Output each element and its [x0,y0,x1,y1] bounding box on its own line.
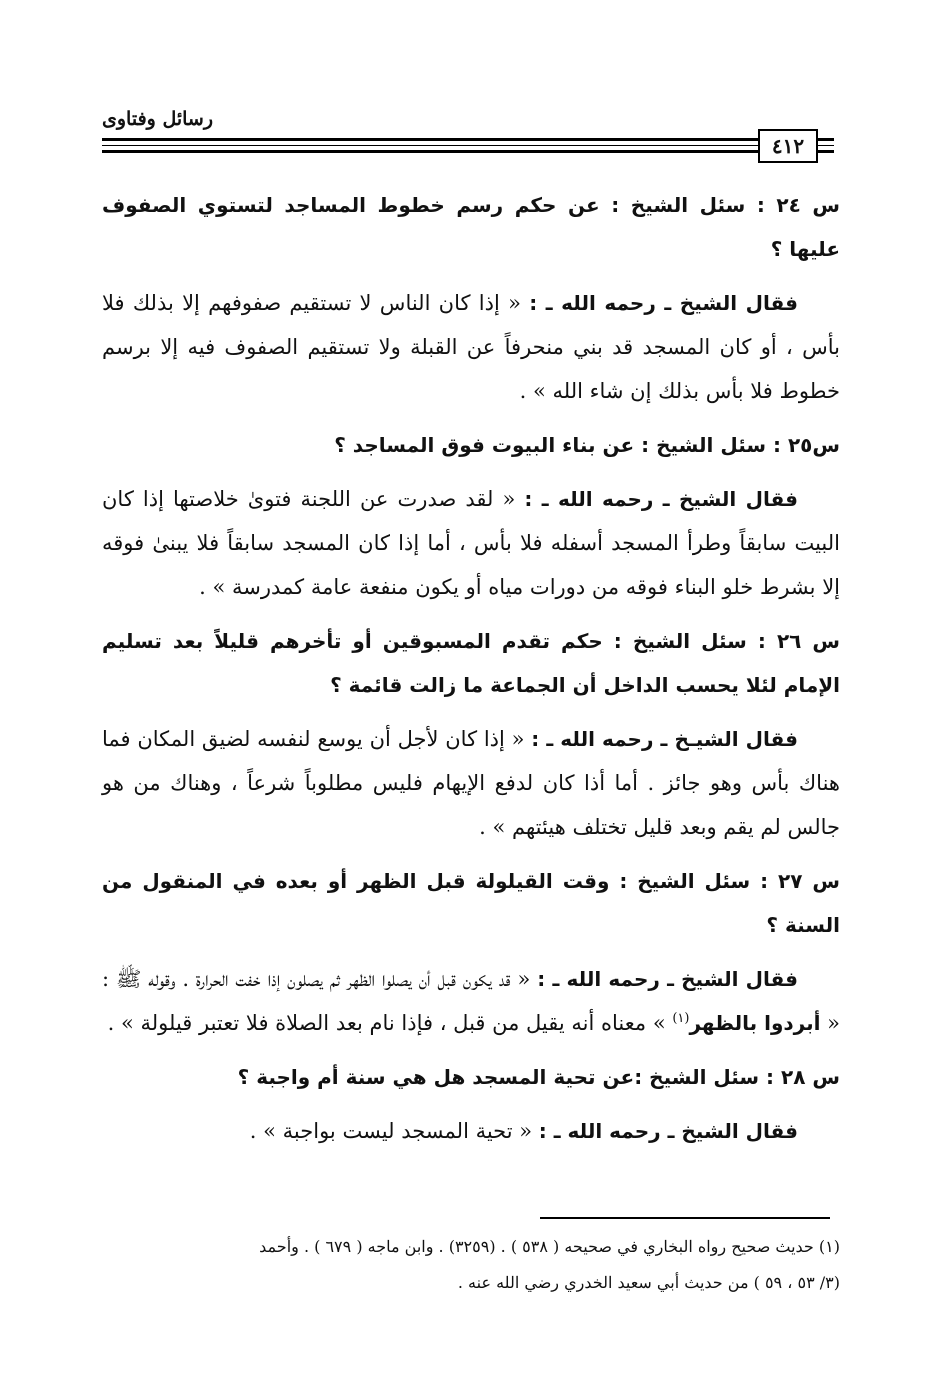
header-rule-bottom [102,150,834,153]
question-26: س ٢٦ : سئل الشيخ : حكم تقدم المسبوقين أو تأخرهم قليلاً بعد تسليم الإمام لئلا يحسب الداخل أن الجماعة ما زالت قائمة ؟ [102,629,840,697]
page-body [102,183,840,1163]
header-rule-top [102,138,834,141]
answer-26 [102,717,840,849]
answer-28 [102,1109,840,1153]
question-24: س ٢٤ : سئل الشيخ : عن حكم رسم خطوط المساجد لتستوي الصفوف عليها ؟ [102,193,840,261]
answer-speaker: فقال الشيـخ ـ رحمه الله ـ : [531,727,799,751]
footnote-marker: (١) [672,1011,690,1026]
question-25: س٢٥ : سئل الشيخ : عن بناء البيوت فوق المساجد ؟ [334,433,840,457]
page-number: ٤١٢ [758,129,818,163]
answer-text: « إذا كان لأجل أن يوسع لنفسه لضيق المكان فما هناك بأس وهو جائز . أما أذا كان لدفع الإيهام فليس مطلوباً شرعاً ، وهناك من هو جالس لم يقم وبعد قليل تختلف هيئتهم » . [102,727,840,839]
answer-speaker: فقال الشيخ ـ رحمه الله ـ : [524,487,798,511]
answer-text-continued: » معناه أنه يقيل من قبل ، فإذا نام بعد الصلاة فلا تعتبر قيلولة » . [107,1011,673,1035]
running-header-title: رسائل وفتاوى [102,108,214,130]
hadith-quote: أبردوا بالظهر [689,1011,821,1035]
answer-speaker: فقال الشيخ ـ رحمه الله ـ : [538,1119,798,1143]
answer-speaker: فقال الشيخ ـ رحمه الله ـ : [529,291,799,315]
answer-24 [102,281,840,413]
answer-27 [102,957,840,1045]
footnote-line: (٣/ ٥٣ ، ٥٩ ) من حديث أبي سعيد الخدري رضي الله عنه . [457,1273,840,1292]
answer-text: « تحية المسجد ليست بواجبة » . [249,1119,539,1143]
answer-speaker: فقال الشيخ ـ رحمه الله ـ : [537,967,799,991]
answer-text: « لقد صدرت عن اللجنة فتوىٰ خلاصتها إذا كان البيت سابقاً وطرأ المسجد أسفله فلا بأس ، أما إذا كان المسجد سابقاً فلا يبنىٰ فوقه إلا بشرط خلو البناء فوقه من دورات مياه أو يكون منفعة عامة كمدرسة » . [102,487,840,599]
answer-text: « قد يكون قبل أن يصلوا الظهر ثم يصلون إذا خفت الحرارة . وقوله ﷺ : « [102,967,840,1035]
question-27: س ٢٧ : سئل الشيخ : وقت القيلولة قبل الظهر أو بعده في المنقول من السنة ؟ [102,869,840,937]
question-28: س ٢٨ : سئل الشيخ :عن تحية المسجد هل هي سنة أم واجبة ؟ [237,1065,840,1089]
footnotes [98,1229,840,1301]
footnote-separator [540,1217,830,1219]
answer-text: « إذا كان الناس لا تستقيم صفوفهم إلا بذلك فلا بأس ، أو كان المسجد قد بني منحرفاً عن القبلة ولا تستقيم الصفوف فيه إلا برسم خطوط فلا بأس بذلك إن شاء الله » . [102,291,840,403]
header-rule-middle [102,145,834,146]
answer-25 [102,477,840,609]
footnote-line: (١) حديث صحيح رواه البخاري في صحيحه ( ٥٣٨ ) . (٣٢٥٩) . وابن ماجه ( ٦٧٩ ) . وأحمد [259,1237,840,1256]
